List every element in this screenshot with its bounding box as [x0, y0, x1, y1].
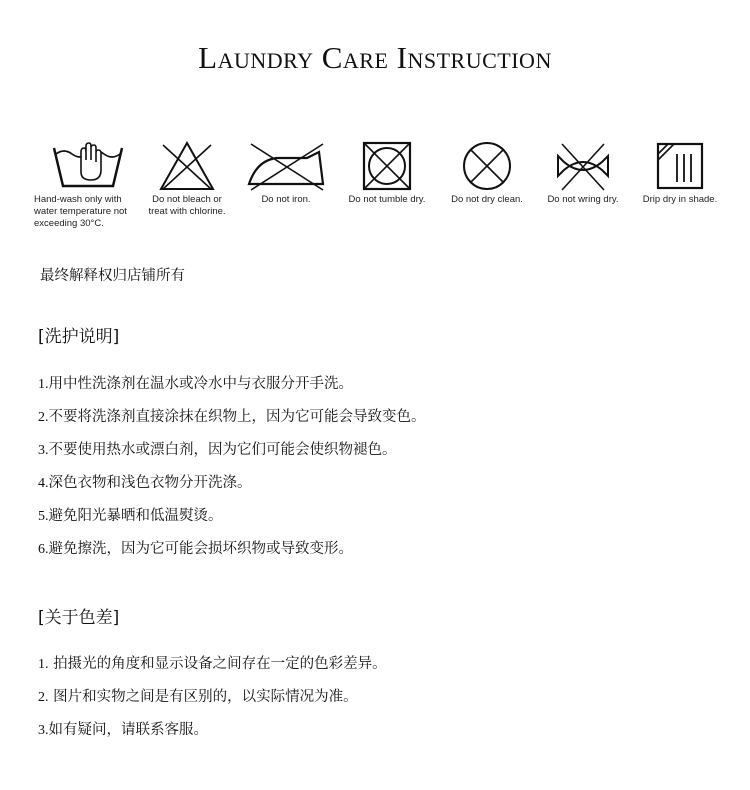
care-symbol-no-dry-clean [442, 140, 532, 206]
care-symbol-no-wring [540, 140, 626, 206]
care-caption: Do not iron. [261, 194, 311, 205]
washing-list [38, 374, 426, 572]
drip-dry-shade-icon [651, 140, 709, 192]
list-item: 1.用中性洗涤剂在温水或冷水中与衣服分开手洗。 [38, 376, 353, 392]
no-iron-icon [243, 140, 329, 192]
care-caption: Do not tumble dry. [348, 194, 426, 205]
list-item: 4.深色衣物和浅色衣物分开洗涤。 [38, 475, 252, 491]
care-symbol-no-bleach [144, 140, 230, 218]
list-item: 1. 拍摄光的角度和显示设备之间存在一定的色彩差异。 [38, 656, 387, 672]
care-caption: Hand-wash only with water temperature not exceeding 30°C. [34, 194, 127, 229]
care-symbol-no-iron [238, 140, 334, 206]
list-item: 6.避免擦洗，因为它可能会损坏织物或导致变形。 [38, 541, 353, 557]
care-symbols-row [32, 140, 732, 240]
care-caption: Do not wring dry. [547, 194, 619, 205]
list-item: 2.不要将洗涤剂直接涂抹在织物上，因为它可能会导致变色。 [38, 409, 426, 425]
no-bleach-icon [157, 140, 217, 192]
washing-heading: [洗护说明] [38, 327, 120, 347]
care-caption: Do not dry clean. [451, 194, 523, 205]
no-wring-icon [554, 140, 612, 192]
list-item: 2. 图片和实物之间是有区别的，以实际情况为准。 [38, 689, 358, 705]
hand-wash-icon [48, 140, 128, 192]
list-item: 3.如有疑问，请联系客服。 [38, 722, 208, 738]
color-difference-heading: [关于色差] [38, 608, 120, 628]
color-difference-list [38, 654, 387, 753]
care-caption: Drip dry in shade. [642, 194, 718, 205]
no-dry-clean-icon [458, 140, 516, 192]
care-symbol-hand-wash [34, 140, 142, 230]
care-caption: Do not bleach or treat with chlorine. [148, 194, 226, 217]
list-item: 3.不要使用热水或漂白剂，因为它们可能会使织物褪色。 [38, 442, 397, 458]
page-title: Laundry Care Instruction [198, 40, 552, 75]
copyright-note: 最终解释权归店铺所有 [40, 268, 185, 284]
care-symbol-no-tumble-dry [342, 140, 432, 206]
list-item: 5.避免阳光暴晒和低温熨烫。 [38, 508, 223, 524]
care-symbol-drip-dry-shade [634, 140, 726, 206]
no-tumble-dry-icon [358, 140, 416, 192]
